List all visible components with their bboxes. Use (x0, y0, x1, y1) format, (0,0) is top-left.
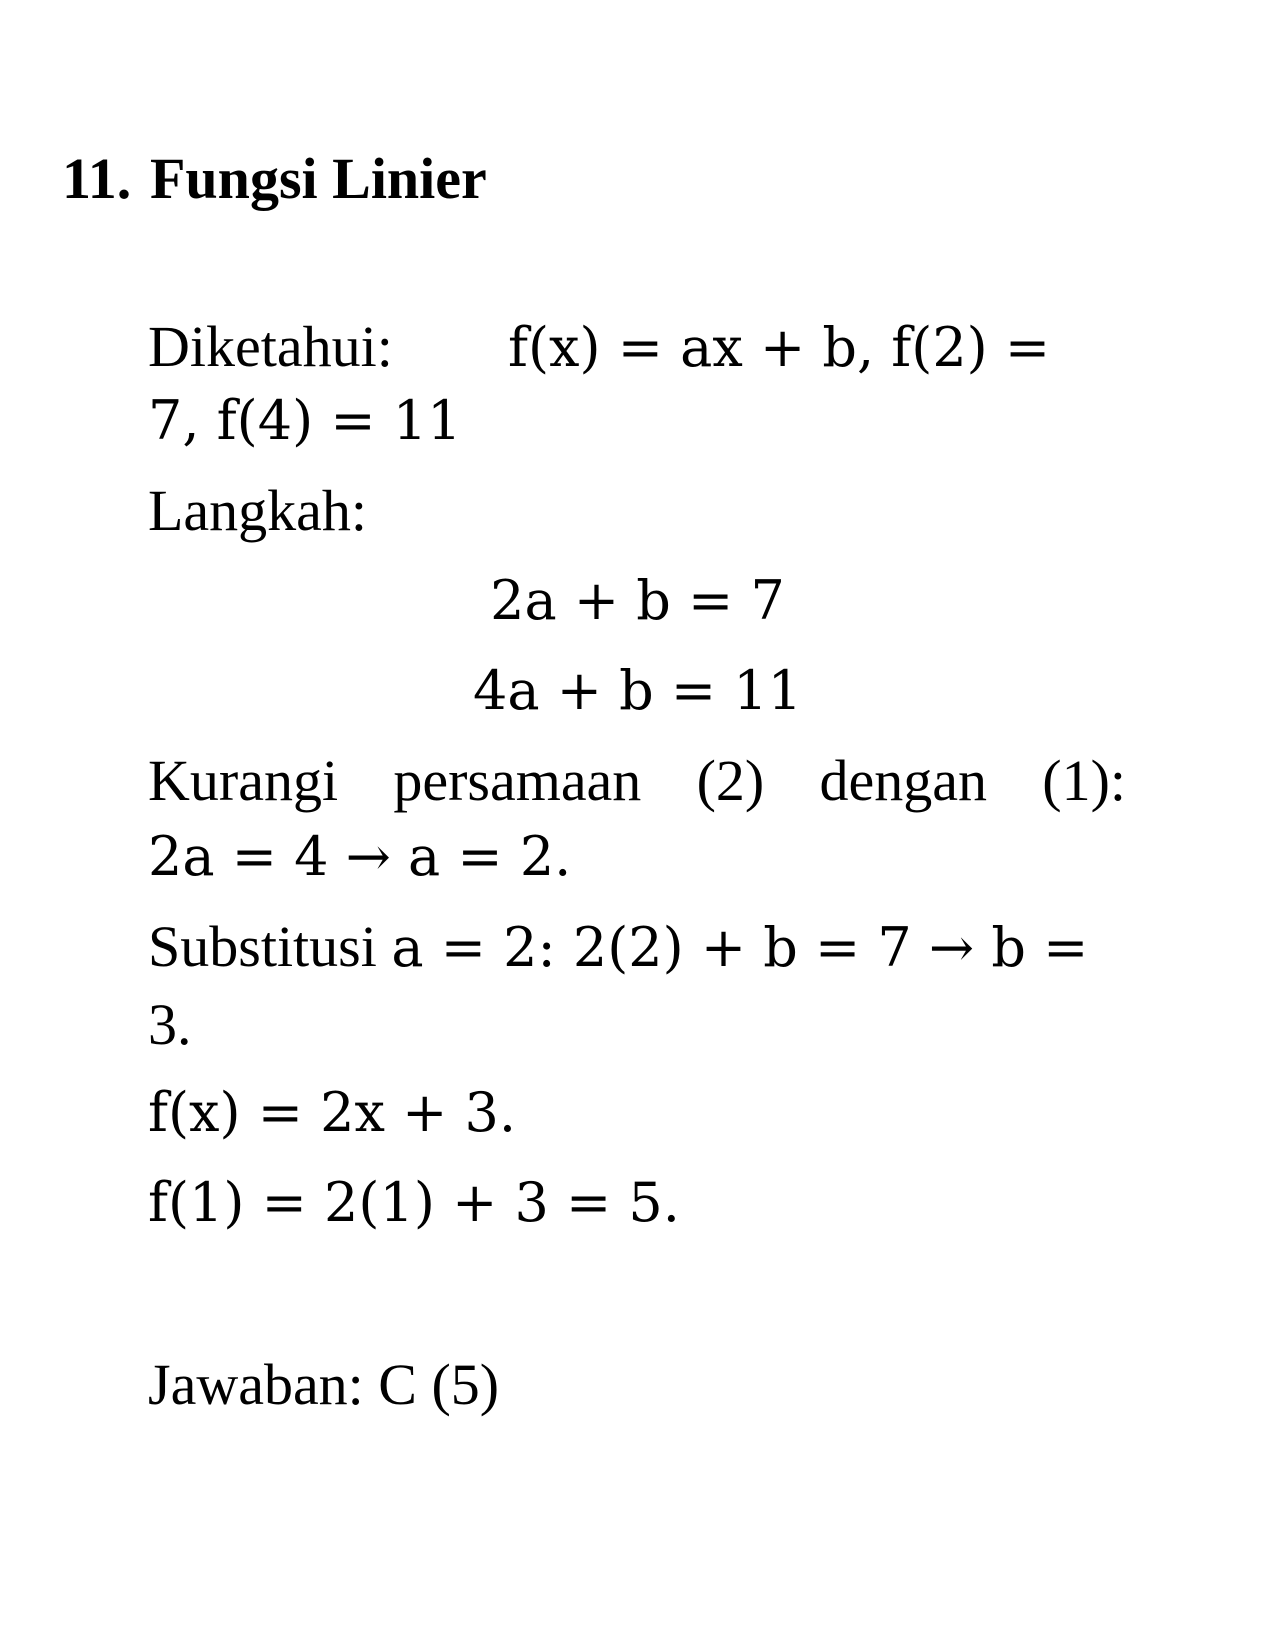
equation-1 (0, 569, 1275, 632)
answer: Jawaban: C (5) (148, 1352, 500, 1417)
section-heading (62, 146, 487, 211)
subtract-word: (1): (1042, 748, 1126, 813)
equation-2 (0, 659, 1275, 722)
section-number: 11. (62, 146, 132, 211)
substitute-word: Substitusi (148, 914, 377, 979)
steps-label: Langkah: (148, 478, 368, 543)
subtract-word: dengan (819, 748, 987, 813)
evaluation: f(1) = 2(1) + 3 = 5. (148, 1171, 680, 1234)
section-title: Fungsi Linier (150, 146, 487, 211)
subtract-word: Kurangi (148, 748, 339, 813)
known-line-1 (148, 314, 1126, 379)
subtract-instruction (148, 748, 1126, 813)
substitute-expression-2: 3. (148, 992, 192, 1057)
known-expression-2: 7, f(4) = 11 (148, 389, 462, 452)
known-expression-1: f(x) = ax + b, f(2) = (508, 316, 1051, 379)
subtract-word: (2) (696, 748, 765, 813)
equation-2-text: 4a + b = 11 (473, 659, 802, 722)
subtract-result: 2a = 4 → a = 2. (148, 825, 572, 888)
function-result: f(x) = 2x + 3. (148, 1081, 517, 1144)
subtract-word: persamaan (393, 748, 642, 813)
equation-1-text: 2a + b = 7 (490, 569, 785, 632)
substitute-line-1 (148, 914, 1126, 979)
substitute-expression-1: a = 2: 2(2) + b = 7 → b = (391, 916, 1089, 979)
known-label: Diketahui: (148, 314, 393, 379)
